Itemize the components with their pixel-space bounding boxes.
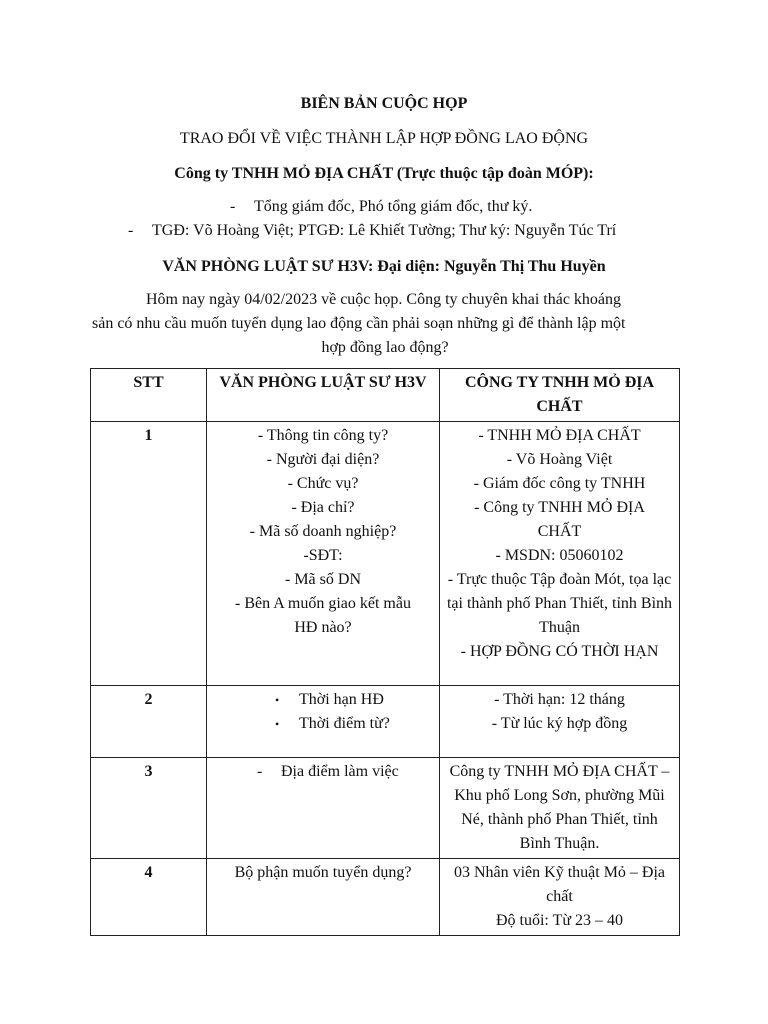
- law-office-heading: VĂN PHÒNG LUẬT SƯ H3V: Đại diện: Nguyễn Thị Thu Huyền: [162, 258, 606, 275]
- row-question-cell: [207, 859, 440, 936]
- table-row: [91, 422, 680, 686]
- cell-line: Bộ phận muốn tuyển dụng?: [234, 864, 412, 881]
- cell-line: - Bên A muốn giao kết mẫu HĐ nào?: [235, 595, 411, 636]
- meeting-table: [90, 368, 680, 936]
- cell-line: - Trực thuộc Tập đoàn Mót, tọa lạc tại thành phố Phan Thiết, tỉnh Bình Thuận: [446, 571, 673, 636]
- cell-line: - Mã số doanh nghiệp?: [249, 523, 397, 540]
- header-company: CÔNG TY TNHH MỎ ĐỊA CHẤT: [440, 369, 680, 422]
- company-line-text: TGĐ: Võ Hoàng Việt; PTGĐ: Lê Khiết Tường; Thư ký: Nguyễn Túc Trí: [152, 222, 617, 239]
- table-row: [91, 859, 680, 936]
- row-answer-cell: [440, 758, 680, 859]
- cell-line: - Thời hạn: 12 tháng: [494, 691, 625, 708]
- company-line-text: Tổng giám đốc, Phó tổng giám đốc, thư ký.: [254, 198, 533, 215]
- dash-marker: -: [128, 222, 134, 239]
- cell-line: Độ tuổi: Từ 23 – 40: [495, 912, 624, 929]
- table-row: [91, 686, 680, 758]
- cell-line: - Võ Hoàng Việt: [506, 451, 613, 468]
- cell-line: - Giám đốc công ty TNHH: [473, 475, 646, 492]
- row-stt: 1: [91, 422, 207, 686]
- row-question-cell: [207, 758, 440, 859]
- cell-line: - MSDN: 05060102: [495, 547, 624, 564]
- cell-line: - Người đại diện?: [266, 451, 380, 468]
- dash-item: - Địa điểm làm việc: [211, 760, 435, 784]
- intro-line-3: hợp đồng lao động?: [321, 339, 449, 356]
- company-line-1: [230, 197, 532, 217]
- intro-line-2: sản có nhu cầu muốn tuyển dụng lao động cần phải soạn những gì để thành lập một: [92, 315, 626, 332]
- cell-line: - HỢP ĐỒNG CÓ THỜI HẠN: [460, 643, 659, 660]
- header-law-office: VĂN PHÒNG LUẬT SƯ H3V: [207, 369, 440, 422]
- intro-line-1: Hôm nay ngày 04/02/2023 về cuộc họp. Công ty chuyên khai thác khoáng: [146, 291, 622, 308]
- header-stt: STT: [91, 369, 207, 422]
- table-header-row: [91, 369, 680, 422]
- bullet-item: • Thời hạn HĐ: [211, 688, 435, 712]
- row-question-cell: [207, 422, 440, 686]
- dash-marker: -: [230, 198, 236, 215]
- row-answer-cell: [440, 422, 680, 686]
- cell-line: - Địa chỉ?: [291, 499, 355, 516]
- cell-line: 03 Nhân viên Kỹ thuật Mỏ – Địa chất: [453, 864, 666, 905]
- row-stt: 3: [91, 758, 207, 859]
- row-answer-cell: [440, 686, 680, 758]
- intro-paragraph: [92, 288, 678, 360]
- table-row: [91, 758, 680, 859]
- cell-line: - Thông tin công ty?: [257, 427, 389, 444]
- row-question-cell: [207, 686, 440, 758]
- company-line-2: [128, 221, 616, 241]
- cell-line: - Từ lúc ký hợp đồng: [491, 715, 628, 732]
- cell-line: - Mã số DN: [285, 571, 361, 588]
- row-answer-cell: [440, 859, 680, 936]
- doc-title: BIÊN BẢN CUỘC HỌP: [300, 95, 468, 112]
- bullet-item: • Thời điểm từ?: [211, 712, 435, 736]
- cell-line: - Chức vụ?: [287, 475, 359, 492]
- cell-line: - Công ty TNHH MỎ ĐỊA CHẤT: [474, 499, 645, 540]
- doc-subtitle: TRAO ĐỔI VỀ VIỆC THÀNH LẬP HỢP ĐỒNG LAO ĐỘNG: [179, 130, 589, 147]
- cell-line: - TNHH MỎ ĐỊA CHẤT: [478, 427, 641, 444]
- cell-line: Công ty TNHH MỎ ĐỊA CHẤT – Khu phố Long Sơn, phường Mũi Né, thành phố Phan Thiết, tỉnh Bình Thuận.: [449, 763, 670, 852]
- row-stt: 2: [91, 686, 207, 758]
- cell-line: -SĐT:: [303, 547, 343, 564]
- company-heading: Công ty TNHH MỎ ĐỊA CHẤT (Trực thuộc tập đoàn MÓP):: [174, 165, 594, 182]
- row-stt: 4: [91, 859, 207, 936]
